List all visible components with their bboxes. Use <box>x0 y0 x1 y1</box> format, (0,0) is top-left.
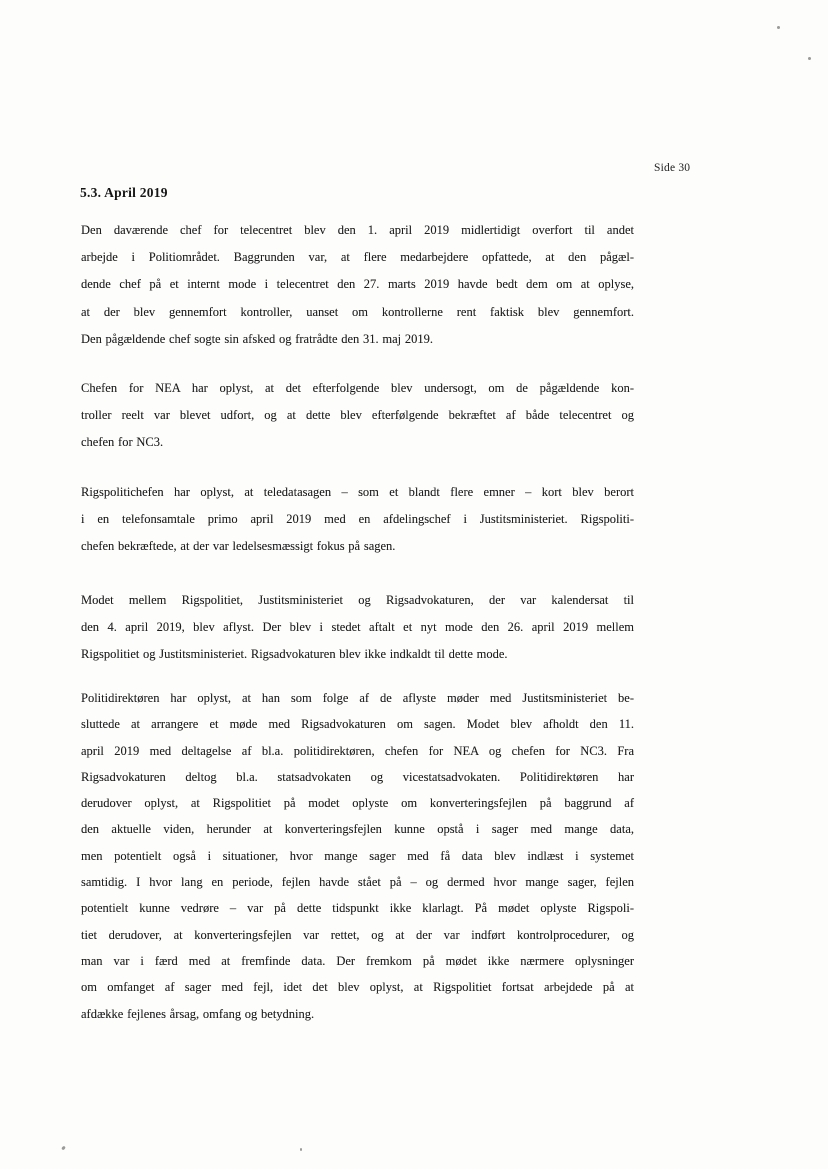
text-line: chefen for NC3. <box>81 435 164 450</box>
text-line: den 4. april 2019, blev aflyst. Der blev i stedet aftalt et nyt mode den 26. april 2019 mellem <box>81 620 634 635</box>
paragraph-3 <box>81 479 634 561</box>
text-line: april 2019 med deltagelse af bl.a. politidirektøren, chefen for NEA og chefen for NC3. Fra <box>81 743 634 758</box>
text-line: Rigsadvokaturen deltog bl.a. statsadvokaten og vicestatsadvokaten. Politidirektøren har <box>81 769 634 784</box>
text-line: potentielt kunne vedrøre – var på dette tidspunkt ikke klarlagt. På mødet oplyste Rigspoli- <box>81 901 634 916</box>
page-number-label: Side 30 <box>654 162 691 174</box>
scan-speck <box>777 26 780 29</box>
text-line: tiet derudover, at konverteringsfejlen var rettet, og at der var indført kontrolprocedurer, og <box>81 927 634 942</box>
text-line: man var i færd med at fremfinde data. Der fremkom på mødet ikke nærmere oplysninger <box>81 953 634 968</box>
scan-speck <box>808 57 811 60</box>
scan-speck <box>300 1148 302 1151</box>
text-line: Modet mellem Rigspolitiet, Justitsministeriet og Rigsadvokaturen, der var kalendersat til <box>81 593 634 607</box>
paragraph-5 <box>81 685 634 1027</box>
text-line: Rigspolitiet og Justitsministeriet. Rigsadvokaturen blev ikke indkaldt til dette mode. <box>81 647 508 662</box>
paragraph-2 <box>81 375 634 457</box>
text-line: dende chef på et internt mode i telecentret den 27. marts 2019 havde bedt dem om at oplyse, <box>81 277 634 292</box>
paragraph-1 <box>81 217 634 353</box>
text-line: men potentielt også i situationer, hvor mange sager med få data blev indlæst i systemet <box>81 848 634 863</box>
text-line: Politidirektøren har oplyst, at han som folge af de aflyste møder med Justitsministeriet be- <box>81 691 634 705</box>
paragraph-4 <box>81 587 634 669</box>
text-line: Den pågældende chef sogte sin afsked og fratrådte den 31. maj 2019. <box>81 331 433 346</box>
text-line: i en telefonsamtale primo april 2019 med en afdelingschef i Justitsministeriet. Rigspoliti- <box>81 512 634 527</box>
text-line: Chefen for NEA har oplyst, at det efterfolgende blev undersogt, om de pågældende kon- <box>81 381 634 395</box>
text-line: Rigspolitichefen har oplyst, at teledatasagen – som et blandt flere emner – kort blev berort <box>81 485 634 499</box>
text-line: om omfanget af sager med fejl, idet det blev oplyst, at Rigspolitiet fortsat arbejdede på at <box>81 980 634 995</box>
text-line: troller reelt var blevet udfort, og at dette blev efterfølgende bekræftet af både telecentret og <box>81 408 634 423</box>
text-line: arbejde i Politiområdet. Baggrunden var, at flere medarbejdere opfattede, at den pågæl- <box>81 250 634 265</box>
text-line: chefen bekræftede, at der var ledelsesmæssigt fokus på sagen. <box>81 539 396 554</box>
text-line: Den daværende chef for telecentret blev den 1. april 2019 midlertidigt overfort til andet <box>81 223 634 237</box>
text-line: afdække fejlenes årsag, omfang og betydning. <box>81 1006 315 1021</box>
section-heading: 5.3. April 2019 <box>80 185 168 200</box>
text-line: sluttede at arrangere et møde med Rigsadvokaturen om sagen. Modet blev afholdt den 11. <box>81 717 634 732</box>
text-line: at der blev gennemfort kontroller, uanset om kontrollerne rent faktisk blev gennemfort. <box>81 304 634 319</box>
text-line: derudover oplyst, at Rigspolitiet på modet oplyste om konverteringsfejlen på baggrund af <box>81 796 634 811</box>
text-line: samtidig. I hvor lang en periode, fejlen havde stået på – og dermed hvor mange sager, fejlen <box>81 875 634 890</box>
scan-speck <box>61 1146 66 1151</box>
text-line: den aktuelle viden, herunder at konverteringsfejlen kunne opstå i sager med mange data, <box>81 822 634 837</box>
